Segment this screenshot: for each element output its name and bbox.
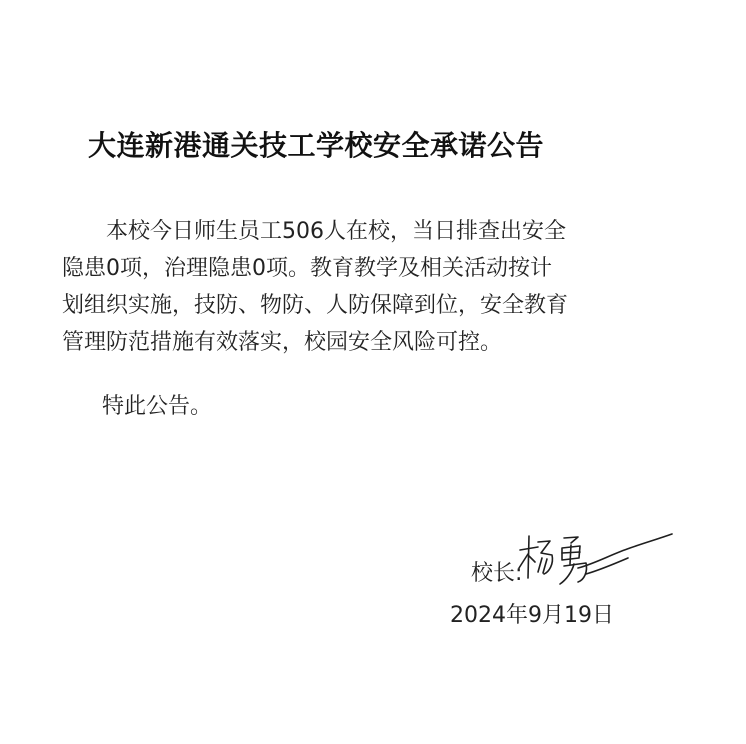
notice-date: 2024年9月19日 <box>450 603 614 628</box>
principal-label: 校长: <box>471 561 523 586</box>
notice-closing: 特此公告。 <box>102 394 213 419</box>
notice-body-line-3: 划组织实施，技防、物防、人防保障到位，安全教育 <box>62 293 569 318</box>
notice-body-line-2: 隐患0项，治理隐患0项。教育教学及相关活动按计 <box>62 256 552 281</box>
notice-title: 大连新港通关技工学校安全承诺公告 <box>88 129 545 162</box>
notice-body-line-1: 本校今日师生员工506人在校，当日排查出安全 <box>62 219 566 244</box>
handwritten-signature <box>516 528 676 592</box>
notice-body <box>62 213 642 361</box>
notice-body-line-4: 管理防范措施有效落实，校园安全风险可控。 <box>62 330 503 355</box>
